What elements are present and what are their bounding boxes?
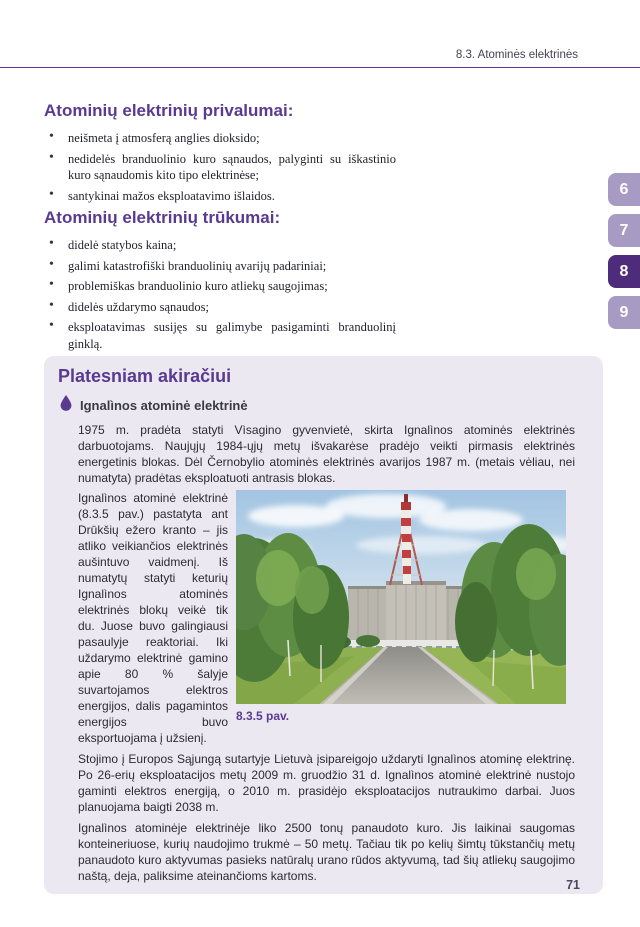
waste-paragraph: Ignalìnos atominėje elektrinėje liko 2500 tonų panaudoto kuro. Jis laikinai saugomas konteineriuose, kurių naudojimo trukmė – 50 metų. Tačiau tik po kelių šimtų tūkstančių metų panaudoto kuro aktyvumas pasieks natūralų urano rūdos aktyvumą, tad šių atliekų saugojimo naštą, deja, paliksime ateinančioms kartoms. xyxy=(78,821,575,883)
list-item: • galimi katastrofiški branduolinių avarijų padariniai; xyxy=(44,258,396,275)
subsection-title: Ignalìnos atominė elektrinė xyxy=(80,398,248,413)
info-box-title: Platesniam akiračiui xyxy=(58,366,232,386)
page-header xyxy=(0,0,640,68)
text-and-figure-row xyxy=(78,490,575,746)
advantages-heading: Atominių elektrinių privalumai: xyxy=(44,101,294,120)
intro-paragraph: 1975 m. pradėta statyti Vìsagino gyvenvietė, skirta Ignalìnos atominės elektrinės darbuotojams. Naujųjų 1984-ųjų metų išvakarėse pradėjo veikti pirmasis elektrinės energetinis blokas. Dėl Černobylio atominės elektrinės avarijos 1987 m. (metais vėliau, nei numatyta) pradėtas eksploatuoti antrasis blokas. xyxy=(78,423,575,485)
chapter-tab-label: 6 xyxy=(619,180,629,198)
figure-caption: 8.3.5 pav. xyxy=(236,709,290,723)
chapter-tab-8-active[interactable] xyxy=(608,255,640,288)
chapter-tab-7[interactable] xyxy=(608,214,640,247)
list-item: • eksploatavimas susijęs su galimybe pasigaminti branduolinį ginklą. xyxy=(44,319,396,352)
disadvantages-heading: Atominių elektrinių trūkumai: xyxy=(44,208,281,227)
chapter-tab-9[interactable] xyxy=(608,296,640,329)
chapter-tab-label: 7 xyxy=(619,221,629,239)
eu-paragraph: Stojimo į Europos Sąjungą sutartyje Lietuvà įsipareigojo uždaryti Ignalìnos atominę elektrinę. Po 26-erių eksploatacijos metų 2009 m. gruodžio 31 d. Ignalìnos atominė elektrinė nustojo gaminti elektros energiją, o 2010 m. prasidėjo eksploatacijos nutraukimo darbai. Juos planuojama baigti 2038 m. xyxy=(78,752,575,814)
subsection-header xyxy=(60,395,575,416)
column-paragraph: Ignalìnos atominė elektrinė (8.3.5 pav.) pastatyta ant Drūkšių ežero kranto – jis atliko veikiančios elektrinės aušintuvo vaidmenį. Iš numatytų statyti keturių Ignalìnos atominės elektrinės blokų veikė tik du. Juose buvo galingiausi pasaulyje reaktoriai. Iki uždarymo elektrinė gamino apie 80 % šalyje suvartojamos elektros energijos, dalis pagamintos energijos buvo eksportuojama į užsienį. xyxy=(78,491,228,745)
list-item: • didelės uždarymo sąnaudos; xyxy=(44,299,396,316)
list-item: • neišmeta į atmosferą anglies dioksido; xyxy=(44,130,396,147)
wider-outlook-box xyxy=(44,356,603,894)
list-item: • nedidelės branduolinio kuro sąnaudos, palyginti su iškastinio kuro sąnaudomis kito tipo elektrinėse; xyxy=(44,151,396,184)
list-item: • problemiškas branduolinio kuro atliekų saugojimas; xyxy=(44,278,396,295)
figure xyxy=(236,490,566,746)
chapter-tab-6[interactable] xyxy=(608,173,640,206)
list-item: • santykinai mažos eksploatavimo išlaidos. xyxy=(44,188,396,205)
page-number: 71 xyxy=(566,878,580,892)
advantages-list xyxy=(44,130,396,204)
chapter-tab-label: 8 xyxy=(619,262,629,280)
ignalina-plant-photo xyxy=(236,490,566,704)
chapter-tab-label: 9 xyxy=(619,303,629,321)
disadvantages-list xyxy=(44,237,396,352)
list-item: • didelė statybos kaina; xyxy=(44,237,396,254)
breadcrumb: 8.3. Atominės elektrinės xyxy=(455,49,578,61)
droplet-icon xyxy=(60,395,80,416)
